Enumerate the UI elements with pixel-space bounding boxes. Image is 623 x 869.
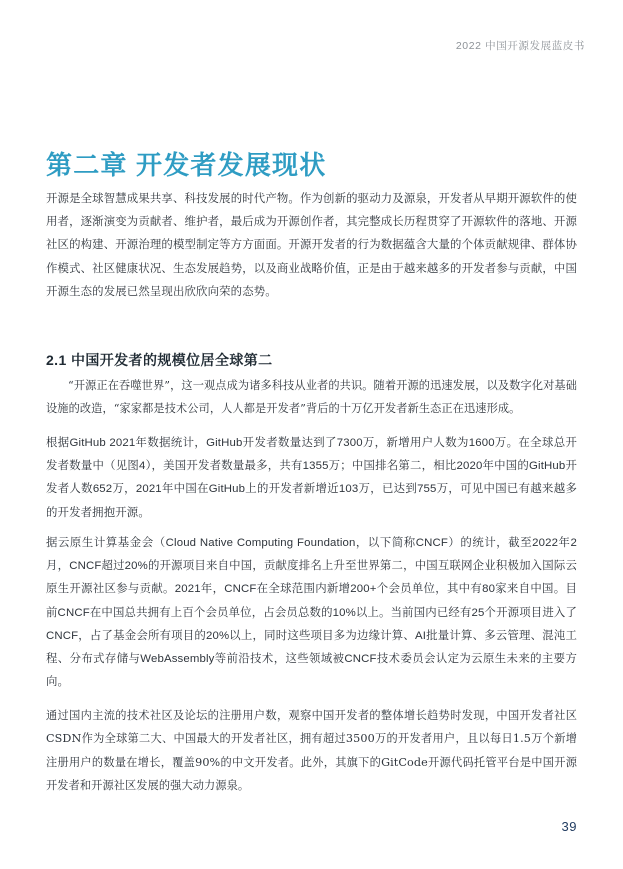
section-paragraph-block-2 xyxy=(46,432,577,525)
body-paragraph: “开源正在吞噬世界”，这一观点成为诸多科技从业者的共识。随着开源的迅速发展，以及数字化对基础设施的改造，“家家都是技术公司，人人都是开发者”背后的十万亿开发者新生态正在迅速形成。 xyxy=(46,379,577,416)
section-heading-2-1: 2.1 中国开发者的规模位居全球第二 xyxy=(46,351,273,368)
page-number: 39 xyxy=(561,819,577,834)
section-paragraph-block-3 xyxy=(46,532,577,694)
chapter-title: 第二章 开发者发展现状 xyxy=(46,150,327,181)
body-paragraph: 根据GitHub 2021年数据统计，GitHub开发者数量达到了7300万，新增用户人数为1600万。在全球总开发者数量中（见图4），美国开发者数量最多，共有1355万；中国排名第二，相比2020年中国的GitHub开发者人数652万，2021年中国在GitHub上的开发者新增近103万，已达到755万，可见中国已有越来越多的开发者拥抱开源。 xyxy=(46,437,577,519)
intro-block xyxy=(46,188,577,304)
section-paragraph-block-4 xyxy=(46,704,577,798)
section-paragraph-block-1 xyxy=(46,374,577,421)
intro-paragraph: 开源是全球智慧成果共享、科技发展的时代产物。作为创新的驱动力及源泉，开发者从早期开源软件的使用者，逐渐演变为贡献者、维护者，最后成为开源创作者，其完整成长历程贯穿了开源软件的落地、开源社区的构建、开源治理的模型制定等方方面面。开源开发者的行为数据蕴含大量的个体贡献规律、群体协作模式、社区健康状况、生态发展趋势，以及商业战略价值，正是由于越来越多的开发者参与贡献，中国开源生态的发展已然呈现出欣欣向荣的态势。 xyxy=(46,193,577,298)
body-paragraph: 通过国内主流的技术社区及论坛的注册用户数，观察中国开发者的整体增长趋势时发现，中国开发者社区CSDN作为全球第二大、中国最大的开发者社区，拥有超过3500万的开发者用户，且以每日1.5万个新增注册用户的数量在增长，覆盖90%的中文开发者。此外，其旗下的GitCode开源代码托管平台是中国开源开发者和开源社区发展的强大动力源泉。 xyxy=(46,709,577,793)
running-header: 2022 中国开源发展蓝皮书 xyxy=(455,40,585,52)
body-paragraph: 据云原生计算基金会（Cloud Native Computing Foundation，以下简称CNCF）的统计，截至2022年2月，CNCF超过20%的开源项目来自中国，贡献度排名上升至世界第二，中国互联网企业积极加入国际云原生开源社区参与贡献。2021年，CNCF在全球范围内新增200+个会员单位，其中有80家来自中国。目前CNCF在中国总共拥有上百个会员单位，占会员总数的10%以上。当前国内已经有25个开源项目进入了CNCF，占了基金会所有项目的20%以上，同时这些项目多为边缘计算、AI批量计算、多云管理、混沌工程、分布式存储与WebAssembly等前沿技术，这些领域被CNCF技术委员会认定为云原生未来的主要方向。 xyxy=(46,537,577,689)
